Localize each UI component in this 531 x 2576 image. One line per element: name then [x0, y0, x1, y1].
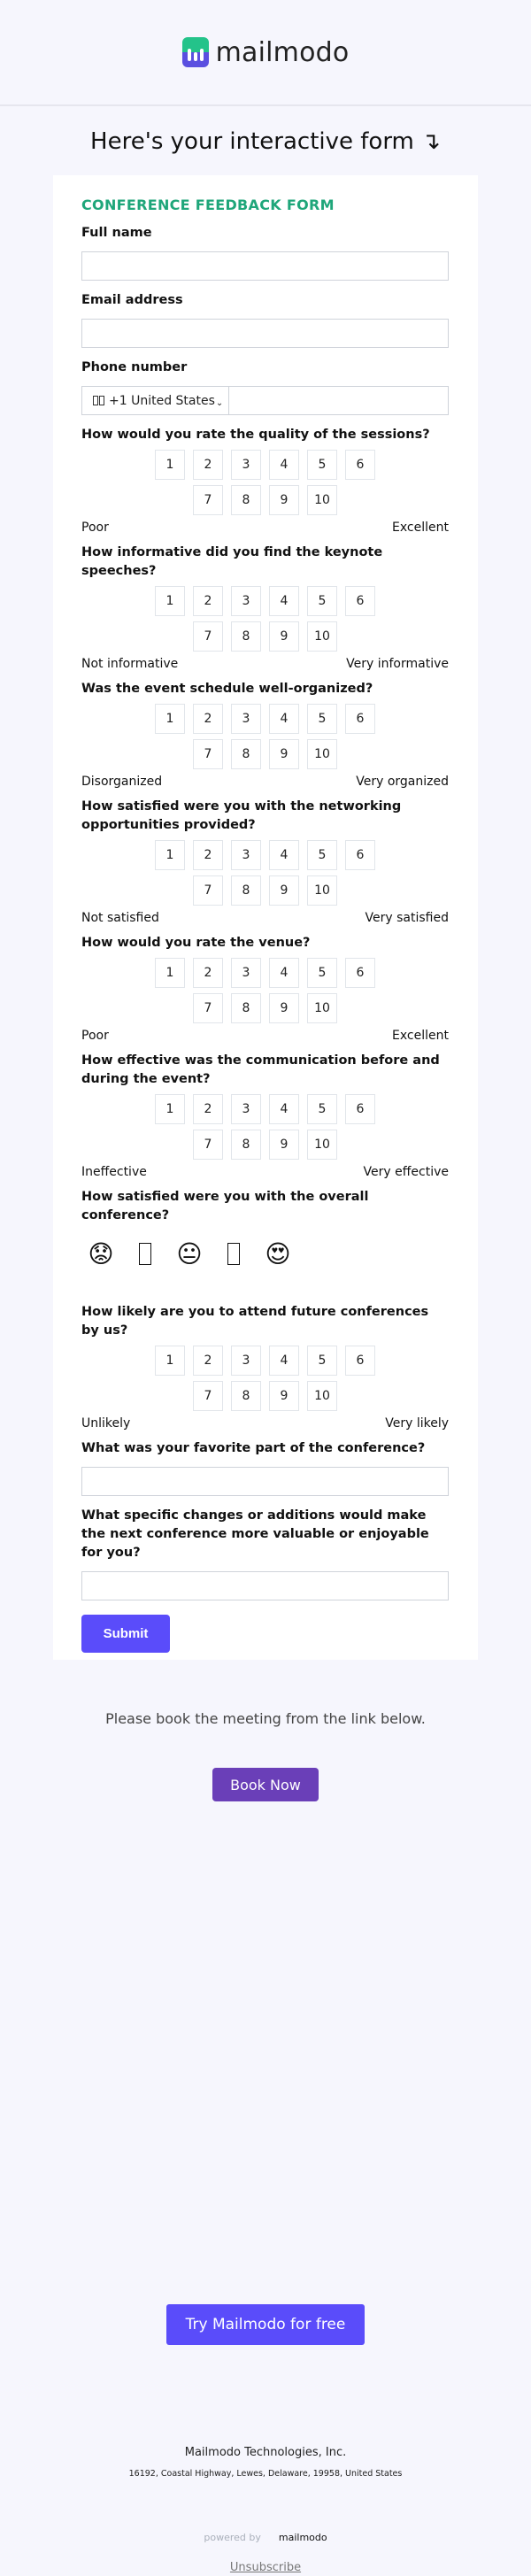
- brand-logo[interactable]: [182, 37, 350, 68]
- rating-option-10[interactable]: 10: [307, 1130, 337, 1160]
- rating-option-10[interactable]: 10: [307, 485, 337, 515]
- rating-option-10[interactable]: 10: [307, 875, 337, 906]
- rating-option-6[interactable]: 6: [345, 450, 375, 480]
- rating-option-3[interactable]: 3: [231, 840, 261, 870]
- scale-labels: [81, 1165, 449, 1179]
- rating-option-6[interactable]: 6: [345, 840, 375, 870]
- rating-option-8[interactable]: 8: [231, 485, 261, 515]
- rating-option-9[interactable]: 9: [269, 739, 299, 769]
- rating-scale: [81, 840, 449, 906]
- try-mailmodo-button[interactable]: Try Mailmodo for free: [166, 2304, 365, 2345]
- form-title: CONFERENCE FEEDBACK FORM: [81, 197, 335, 213]
- scale-high-label: Very effective: [363, 1165, 449, 1179]
- scale-low-label: Ineffective: [81, 1165, 147, 1179]
- country-code-select[interactable]: [82, 387, 229, 414]
- company-address: 16192, Coastal Highway, Lewes, Delaware, 19958, United States: [128, 2469, 403, 2479]
- form-card: [53, 175, 478, 1660]
- rating-option-4[interactable]: 4: [269, 704, 299, 734]
- missing-glyph-icon[interactable]: [131, 1238, 159, 1269]
- changes-label: What specific changes or additions would make the next conference more valuable or enjoyable for you?: [81, 1508, 429, 1560]
- scale-high-label: Very likely: [385, 1416, 449, 1431]
- question-label: How informative did you find the keynote speeches?: [81, 545, 383, 578]
- changes-input[interactable]: [81, 1571, 449, 1600]
- rating-option-9[interactable]: 9: [269, 621, 299, 652]
- rating-option-4[interactable]: 4: [269, 1094, 299, 1124]
- scale-high-label: Very satisfied: [365, 911, 449, 925]
- rating-option-7[interactable]: 7: [193, 993, 223, 1023]
- rating-option-3[interactable]: 3: [231, 1346, 261, 1376]
- rating-scale: [81, 1094, 449, 1160]
- scale-high-label: Very organized: [356, 775, 449, 789]
- rating-option-7[interactable]: 7: [193, 739, 223, 769]
- rating-option-4[interactable]: 4: [269, 450, 299, 480]
- rating-option-8[interactable]: 8: [231, 621, 261, 652]
- email-input[interactable]: [81, 319, 449, 348]
- rating-option-10[interactable]: 10: [307, 993, 337, 1023]
- rating-option-5[interactable]: 5: [307, 1346, 337, 1376]
- rating-option-9[interactable]: 9: [269, 1130, 299, 1160]
- rating-option-10[interactable]: 10: [307, 621, 337, 652]
- scale-low-label: Disorganized: [81, 775, 163, 789]
- rating-scale: [81, 1346, 449, 1411]
- rating-scale: [81, 586, 449, 652]
- rating-option-7[interactable]: 7: [193, 875, 223, 906]
- mailmodo-logo-icon: [182, 37, 209, 67]
- rating-option-7[interactable]: 7: [193, 1381, 223, 1411]
- rating-option-1[interactable]: 1: [155, 958, 185, 988]
- email-header: [0, 0, 531, 106]
- question-label: How would you rate the quality of the sessions?: [81, 428, 430, 442]
- emoji-rating: [81, 1238, 449, 1269]
- rating-option-6[interactable]: 6: [345, 1094, 375, 1124]
- rating-option-2[interactable]: 2: [193, 586, 223, 616]
- missing-glyph-icon[interactable]: [219, 1238, 248, 1269]
- rating-option-1[interactable]: 1: [155, 704, 185, 734]
- rating-option-4[interactable]: 4: [269, 586, 299, 616]
- rating-option-10[interactable]: 10: [307, 1381, 337, 1411]
- scale-labels: [81, 775, 449, 789]
- unsubscribe-link[interactable]: Unsubscribe: [229, 2561, 302, 2574]
- rating-option-5[interactable]: 5: [307, 704, 337, 734]
- rating-option-1[interactable]: 1: [155, 840, 185, 870]
- scale-labels: [81, 1029, 449, 1043]
- rating-option-8[interactable]: 8: [231, 875, 261, 906]
- rating-option-3[interactable]: 3: [231, 1094, 261, 1124]
- rating-option-2[interactable]: 2: [193, 958, 223, 988]
- full-name-input[interactable]: [81, 251, 449, 281]
- scale-low-label: Poor: [81, 521, 109, 535]
- rating-option-7[interactable]: 7: [193, 621, 223, 652]
- flag-icon: [93, 396, 104, 405]
- rating-option-7[interactable]: 7: [193, 485, 223, 515]
- rating-option-9[interactable]: 9: [269, 1381, 299, 1411]
- rating-option-3[interactable]: 3: [231, 450, 261, 480]
- rating-option-10[interactable]: 10: [307, 739, 337, 769]
- rating-option-8[interactable]: 8: [231, 1381, 261, 1411]
- brand-name: mailmodo: [215, 36, 350, 68]
- rating-option-6[interactable]: 6: [345, 586, 375, 616]
- scale-low-label: Poor: [81, 1029, 109, 1043]
- full-name-label: Full name: [81, 226, 152, 240]
- rating-option-4[interactable]: 4: [269, 958, 299, 988]
- phone-field: [81, 386, 449, 415]
- powered-by[interactable]: [0, 2532, 531, 2543]
- question-label: How satisfied were you with the networking opportunities provided?: [81, 799, 402, 832]
- favorite-part-input[interactable]: [81, 1467, 449, 1496]
- question-label: How would you rate the venue?: [81, 936, 311, 950]
- rating-option-7[interactable]: 7: [193, 1130, 223, 1160]
- scale-labels: [81, 1416, 449, 1431]
- rating-option-1[interactable]: 1: [155, 1346, 185, 1376]
- rating-option-3[interactable]: 3: [231, 958, 261, 988]
- rating-option-8[interactable]: 8: [231, 739, 261, 769]
- rating-scale: [81, 450, 449, 515]
- favorite-part-label: What was your favorite part of the conference?: [81, 1441, 426, 1455]
- rating-option-8[interactable]: 8: [231, 1130, 261, 1160]
- question-label: How satisfied were you with the overall conference?: [81, 1190, 369, 1222]
- rating-option-5[interactable]: 5: [307, 450, 337, 480]
- rating-option-1[interactable]: 1: [155, 450, 185, 480]
- phone-label: Phone number: [81, 360, 188, 374]
- scale-low-label: Not informative: [81, 657, 179, 671]
- powered-by-brand: mailmodo: [278, 2532, 327, 2543]
- scale-high-label: Excellent: [392, 521, 449, 535]
- submit-button[interactable]: Submit: [81, 1615, 170, 1653]
- chevron-down-icon: ⌄: [215, 398, 224, 408]
- country-code-value: +1 United States: [109, 393, 215, 408]
- rating-option-1[interactable]: 1: [155, 586, 185, 616]
- rating-option-2[interactable]: 2: [193, 1094, 223, 1124]
- rating-option-2[interactable]: 2: [193, 450, 223, 480]
- scale-labels: [81, 657, 449, 671]
- rating-option-1[interactable]: 1: [155, 1094, 185, 1124]
- rating-option-3[interactable]: 3: [231, 704, 261, 734]
- rating-option-3[interactable]: 3: [231, 586, 261, 616]
- question-label: How likely are you to attend future conferences by us?: [81, 1305, 429, 1338]
- rating-option-6[interactable]: 6: [345, 958, 375, 988]
- rating-option-9[interactable]: 9: [269, 875, 299, 906]
- rating-option-9[interactable]: 9: [269, 993, 299, 1023]
- rating-option-8[interactable]: 8: [231, 993, 261, 1023]
- rating-scale: [81, 958, 449, 1023]
- rating-option-4[interactable]: 4: [269, 1346, 299, 1376]
- company-name: Mailmodo Technologies, Inc.: [184, 2446, 347, 2459]
- rating-option-5[interactable]: 5: [307, 958, 337, 988]
- scale-labels: [81, 521, 449, 535]
- rating-scale: [81, 704, 449, 769]
- neutral-face-icon[interactable]: 😐: [176, 1238, 203, 1269]
- question-label: How effective was the communication before and during the event?: [81, 1053, 440, 1086]
- scale-labels: [81, 911, 449, 925]
- rating-option-4[interactable]: 4: [269, 840, 299, 870]
- scale-low-label: Unlikely: [81, 1416, 131, 1431]
- rating-option-2[interactable]: 2: [193, 704, 223, 734]
- scale-low-label: Not satisfied: [81, 911, 159, 925]
- worried-face-icon[interactable]: 😟: [88, 1238, 114, 1269]
- scale-high-label: Excellent: [392, 1029, 449, 1043]
- email-label: Email address: [81, 293, 183, 307]
- powered-by-label: powered by: [204, 2532, 261, 2543]
- page-title: Here's your interactive form ↴: [90, 128, 441, 155]
- rating-option-2[interactable]: 2: [193, 840, 223, 870]
- rating-option-5[interactable]: 5: [307, 840, 337, 870]
- rating-option-6[interactable]: 6: [345, 704, 375, 734]
- rating-option-5[interactable]: 5: [307, 1094, 337, 1124]
- rating-option-5[interactable]: 5: [307, 586, 337, 616]
- feedback-form: [81, 197, 449, 1653]
- booking-message: Please book the meeting from the link below.: [105, 1710, 426, 1727]
- heart-eyes-face-icon[interactable]: 😍: [265, 1238, 291, 1269]
- phone-number-input[interactable]: [229, 387, 448, 414]
- rating-option-2[interactable]: 2: [193, 1346, 223, 1376]
- book-now-button[interactable]: Book Now: [212, 1768, 319, 1801]
- rating-option-6[interactable]: 6: [345, 1346, 375, 1376]
- question-label: Was the event schedule well-organized?: [81, 682, 373, 696]
- scale-high-label: Very informative: [346, 657, 449, 671]
- rating-option-9[interactable]: 9: [269, 485, 299, 515]
